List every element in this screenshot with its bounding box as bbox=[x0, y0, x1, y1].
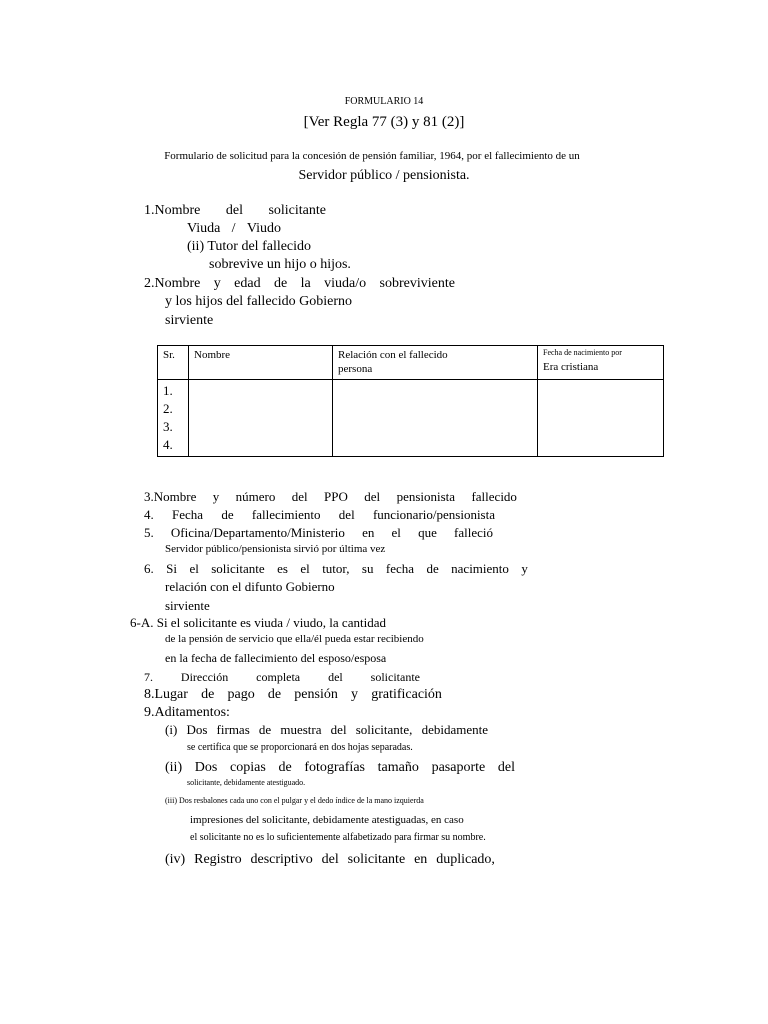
fecha-cell bbox=[538, 379, 664, 456]
header-relacion: Relación con el fallecido persona bbox=[333, 346, 538, 380]
item-9ii-line: (ii) Dos copias de fotografías tamaño pasaporte del bbox=[165, 760, 515, 775]
header-nombre: Nombre bbox=[189, 346, 333, 380]
nombre-cell bbox=[189, 379, 333, 456]
item-9i-line: (i) Dos firmas de muestra del solicitante, debidamente bbox=[165, 722, 488, 737]
survivors-table bbox=[157, 345, 664, 457]
row-numbers-cell: 1. 2. 3. 4. bbox=[158, 379, 189, 456]
item-1c-line: sobrevive un hijo o hijos. bbox=[209, 257, 351, 272]
item-6A-c-line: en la fecha de fallecimiento del esposo/esposa bbox=[165, 651, 387, 665]
relacion-cell bbox=[333, 379, 538, 456]
item-7-line: 7. Dirección completa del solicitante bbox=[144, 670, 420, 684]
item-4-line: 4. Fecha de fallecimiento del funcionario/pensionista bbox=[144, 507, 495, 522]
item-2c-line: sirviente bbox=[165, 313, 214, 328]
item-9i-b-line: se certifica que se proporcionará en dos hojas separadas. bbox=[187, 742, 413, 753]
header-fecha: Fecha de nacimiento por Era cristiana bbox=[538, 346, 664, 380]
form-number: FORMULARIO 14 bbox=[344, 96, 424, 107]
item-9iv-line: (iv) Registro descriptivo del solicitante en duplicado, bbox=[165, 852, 495, 867]
table-header-row bbox=[158, 346, 664, 380]
item-9iii-line: (iii) Dos resbalones cada uno con el pulgar y el dedo índice de la mano izquierda bbox=[165, 796, 424, 805]
header-sr: Sr. bbox=[158, 346, 189, 380]
rule-reference: [Ver Regla 77 (3) y 81 (2)] bbox=[303, 114, 465, 130]
item-9-line: 9.Aditamentos: bbox=[144, 705, 230, 720]
item-5-line: 5. Oficina/Departamento/Ministerio en el que falleció bbox=[144, 525, 493, 540]
item-5b-line: Servidor público/pensionista sirvió por última vez bbox=[165, 543, 386, 555]
intro-line-1: Formulario de solicitud para la concesión de pensión familiar, 1964, por el fallecimiento de un bbox=[164, 150, 580, 162]
item-2-line: 2.Nombre y edad de la viuda/o sobreviviente bbox=[144, 276, 455, 291]
item-6-line: 6. Si el solicitante es el tutor, su fecha de nacimiento y bbox=[144, 561, 528, 576]
item-6A-line: 6-A. Si el solicitante es viuda / viudo, la cantidad bbox=[130, 615, 386, 630]
item-6b-line: relación con el difunto Gobierno bbox=[165, 579, 335, 594]
item-9iii-b-line: impresiones del solicitante, debidamente atestiguadas, en caso bbox=[190, 814, 464, 826]
item-9iii-c-line: el solicitante no es lo suficientemente alfabetizado para firmar su nombre. bbox=[190, 832, 486, 843]
intro-line-2: Servidor público / pensionista. bbox=[298, 168, 470, 183]
item-2b-line: y los hijos del fallecido Gobierno bbox=[165, 294, 353, 309]
item-9ii-b-line: solicitante, debidamente atestiguado. bbox=[187, 778, 306, 787]
item-6A-b-line: de la pensión de servicio que ella/él pueda estar recibiendo bbox=[165, 633, 424, 645]
item-1a-line: Viuda / Viudo bbox=[187, 221, 281, 236]
item-1b-line: (ii) Tutor del fallecido bbox=[187, 239, 312, 254]
table-row bbox=[158, 379, 664, 456]
item-3-line: 3.Nombre y número del PPO del pensionista fallecido bbox=[144, 489, 517, 504]
item-6c-line: sirviente bbox=[165, 598, 210, 613]
item-1-line: 1.Nombre del solicitante bbox=[144, 203, 326, 218]
item-8-line: 8.Lugar de pago de pensión y gratificación bbox=[144, 687, 442, 702]
